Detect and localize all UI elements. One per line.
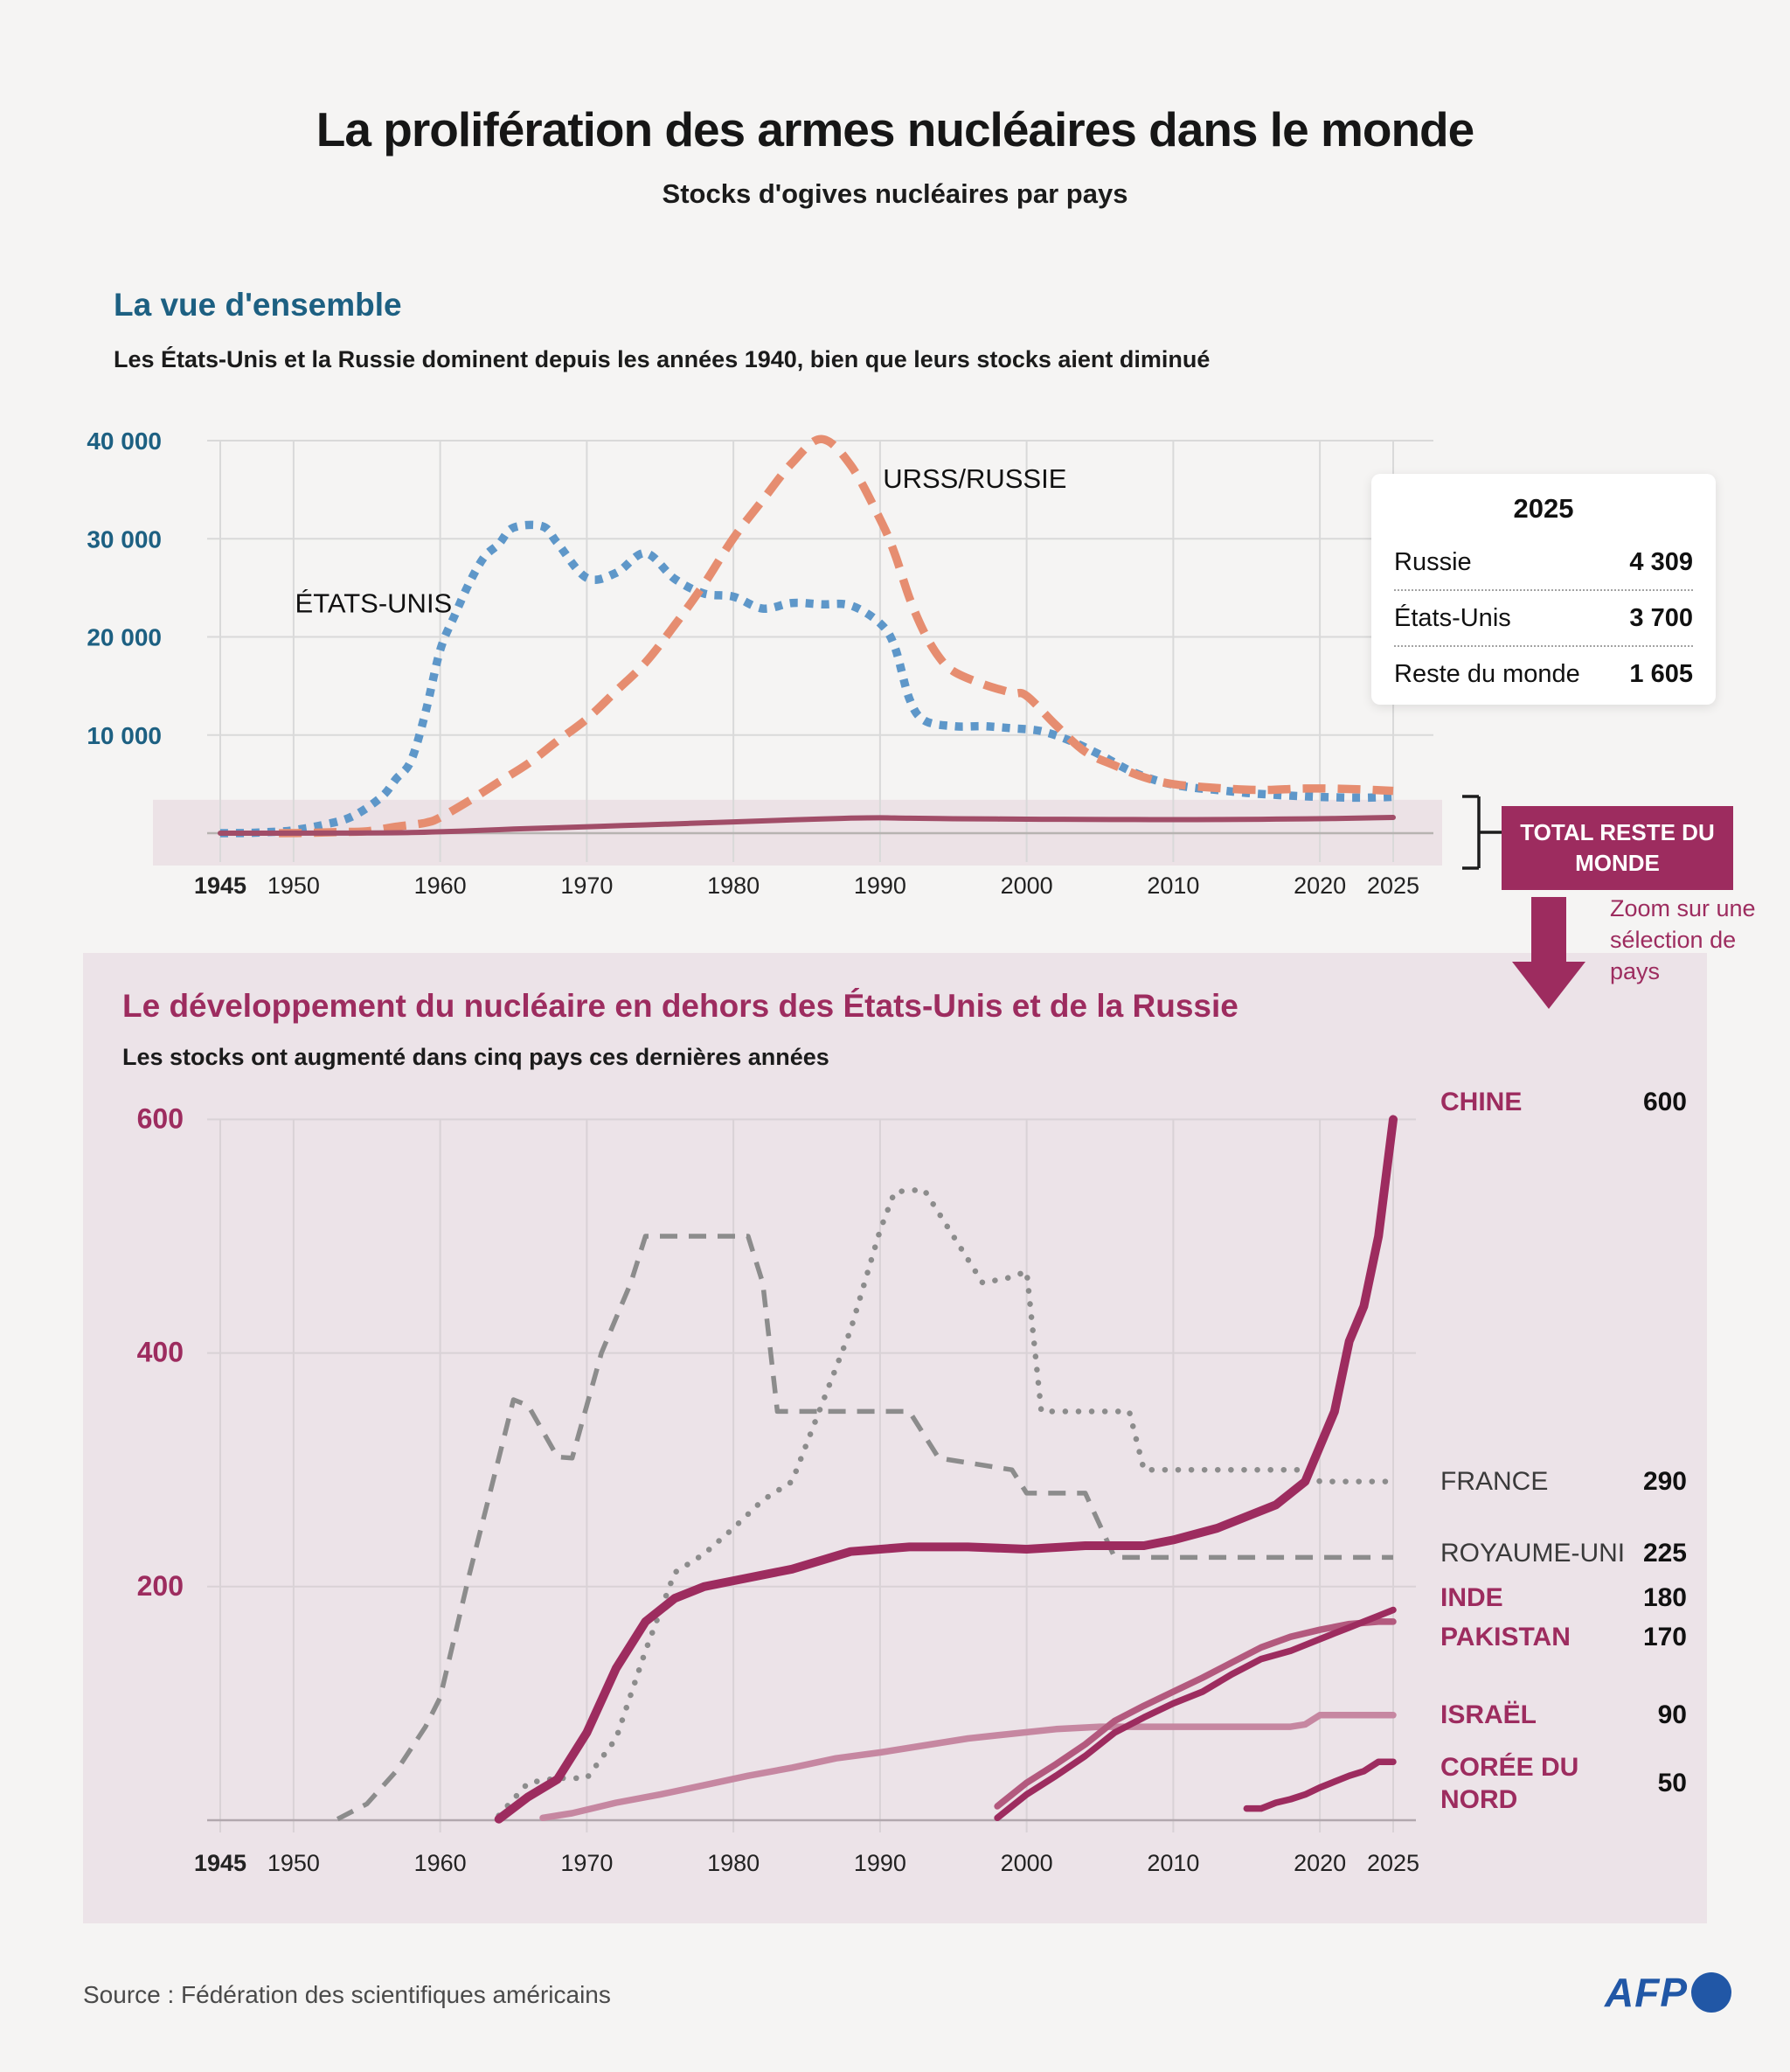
- row-label: États-Unis: [1394, 603, 1511, 632]
- svg-text:2000: 2000: [1000, 1850, 1053, 1876]
- svg-text:2020: 2020: [1294, 1850, 1347, 1876]
- svg-text:30 000: 30 000: [87, 525, 162, 553]
- box-2025-title: 2025: [1513, 493, 1574, 524]
- afp-logo-dot: [1691, 1972, 1731, 2013]
- svg-text:2010: 2010: [1147, 873, 1200, 899]
- country-name: ROYAUME-UNI: [1440, 1539, 1626, 1568]
- svg-text:URSS/RUSSIE: URSS/RUSSIE: [883, 462, 1067, 494]
- country-value: 50: [1657, 1769, 1687, 1798]
- svg-text:1990: 1990: [853, 1850, 906, 1876]
- box-2025-row-rest: [1394, 647, 1693, 701]
- country-value: 90: [1657, 1700, 1687, 1729]
- svg-text:1980: 1980: [707, 1850, 760, 1876]
- country-name: CHINE: [1440, 1088, 1523, 1117]
- svg-text:600: 600: [136, 1102, 184, 1135]
- country-label-row: [1440, 1578, 1687, 1618]
- country-name: ISRAËL: [1440, 1700, 1537, 1729]
- svg-text:20 000: 20 000: [87, 623, 162, 651]
- svg-text:2020: 2020: [1294, 873, 1347, 899]
- svg-text:1970: 1970: [560, 873, 614, 899]
- svg-text:10 000: 10 000: [87, 721, 162, 749]
- country-label-row: [1440, 1462, 1687, 1502]
- page-subtitle: Stocks d'ogives nucléaires par pays: [662, 178, 1128, 209]
- svg-text:1960: 1960: [413, 1850, 467, 1876]
- bracket-icon: [1456, 792, 1505, 877]
- country-label-row: [1440, 1082, 1687, 1123]
- country-label-row: [1440, 1695, 1687, 1735]
- svg-text:1945: 1945: [193, 873, 247, 899]
- svg-text:ÉTATS-UNIS: ÉTATS-UNIS: [295, 588, 453, 619]
- overview-subheading: Les États-Unis et la Russie dominent depuis les années 1940, bien que leurs stocks aient diminué: [114, 346, 1211, 372]
- svg-text:1945: 1945: [193, 1850, 247, 1876]
- country-name: PAKISTAN: [1440, 1622, 1571, 1651]
- down-arrow-icon: [1505, 897, 1592, 1017]
- country-value: 180: [1642, 1582, 1687, 1612]
- svg-text:200: 200: [136, 1569, 184, 1602]
- row-value: 3 700: [1629, 603, 1693, 632]
- svg-text:1950: 1950: [267, 873, 320, 899]
- svg-text:2025: 2025: [1366, 1850, 1420, 1876]
- svg-text:1990: 1990: [853, 873, 906, 899]
- afp-logo-text: AFP: [1605, 1970, 1688, 2015]
- source-note: Source : Fédération des scientifiques américains: [83, 1981, 611, 2008]
- overview-heading: La vue d'ensemble: [114, 287, 402, 323]
- svg-text:2025: 2025: [1366, 873, 1420, 899]
- row-value: 1 605: [1629, 659, 1693, 688]
- detail-heading: Le développement du nucléaire en dehors des États-Unis et de la Russie: [122, 988, 1238, 1024]
- country-label-row: [1440, 1617, 1687, 1658]
- row-value: 4 309: [1629, 547, 1693, 576]
- rest-of-world-badge: TOTAL RESTE DU MONDE: [1502, 806, 1733, 890]
- country-value: 600: [1642, 1088, 1687, 1117]
- svg-text:2000: 2000: [1000, 873, 1053, 899]
- svg-text:1980: 1980: [707, 873, 760, 899]
- country-value: 170: [1642, 1622, 1687, 1651]
- svg-text:400: 400: [136, 1336, 184, 1368]
- svg-text:1960: 1960: [413, 873, 467, 899]
- svg-text:1970: 1970: [560, 1850, 614, 1876]
- page-title: La prolifération des armes nucléaires dans le monde: [316, 102, 1474, 156]
- country-name: FRANCE: [1440, 1466, 1549, 1496]
- detail-subheading: Les stocks ont augmenté dans cinq pays ces dernières années: [122, 1044, 829, 1070]
- svg-text:1950: 1950: [267, 1850, 320, 1876]
- country-value: 290: [1642, 1466, 1687, 1496]
- country-name: INDE: [1440, 1582, 1503, 1612]
- country-value: 225: [1642, 1539, 1687, 1568]
- country-label-row: [1440, 1743, 1687, 1824]
- box-2025-row-us: [1394, 591, 1693, 647]
- svg-text:40 000: 40 000: [87, 428, 162, 455]
- row-label: Reste du monde: [1394, 659, 1580, 688]
- afp-logo: [1605, 1969, 1731, 2016]
- zoom-note: Zoom sur une sélection de pays: [1610, 895, 1756, 984]
- year-2025-box: [1371, 474, 1716, 705]
- row-label: Russie: [1394, 547, 1472, 576]
- country-label-row: [1440, 1533, 1687, 1574]
- country-name: CORÉE DU NORD: [1440, 1752, 1579, 1815]
- box-2025-row-russia: [1394, 535, 1693, 591]
- svg-text:2010: 2010: [1147, 1850, 1200, 1876]
